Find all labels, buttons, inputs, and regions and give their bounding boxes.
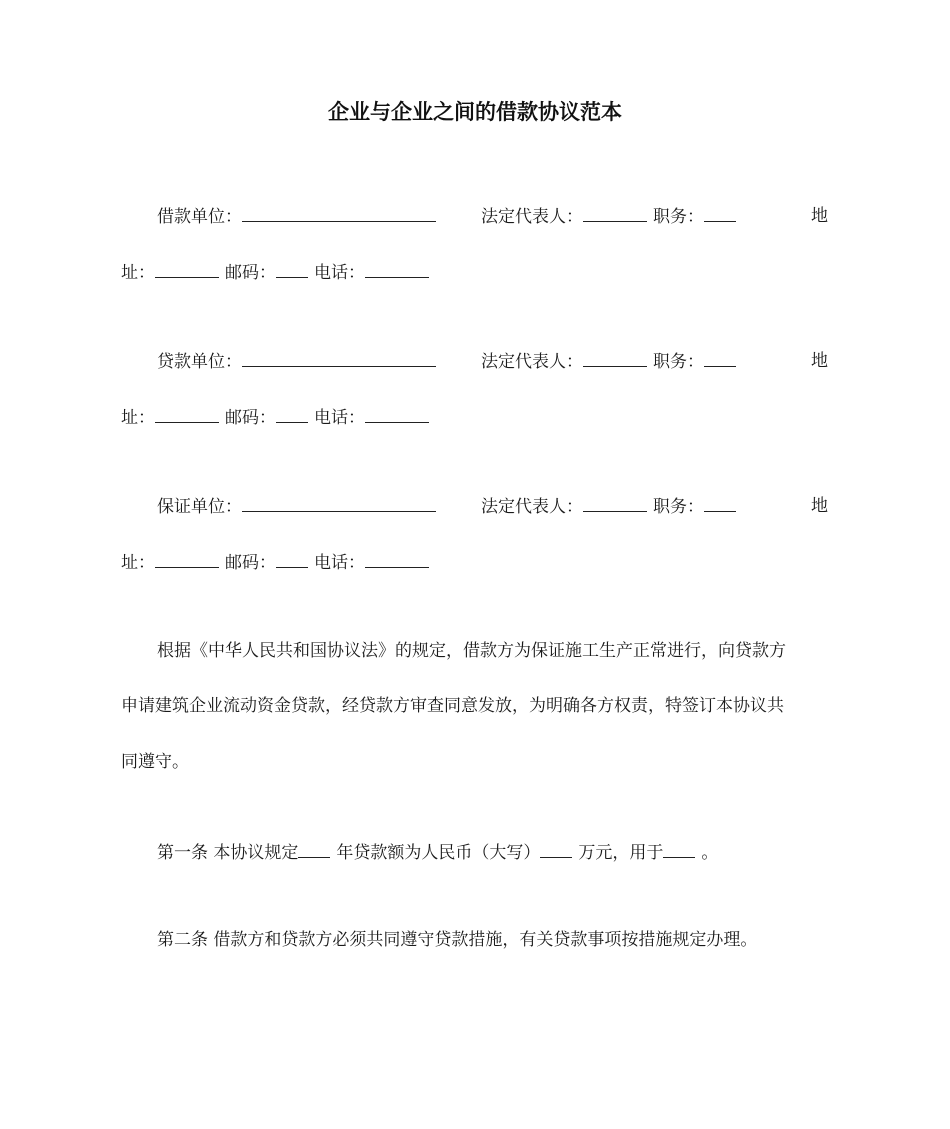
lender-title-label: 职务： (653, 352, 704, 372)
article-1-year-blank[interactable] (298, 840, 330, 858)
borrower-title-label: 职务： (653, 207, 704, 227)
borrower-addr-blank[interactable] (155, 260, 219, 278)
guarantor-unit-label: 保证单位： (157, 497, 242, 517)
lender-addr-label-1: 地 (811, 351, 828, 371)
preamble-line-3: 同遵守。 (121, 752, 189, 772)
article-1-part-2: 年贷款额为人民币（大写） (336, 843, 541, 863)
lender-line-1 (157, 349, 736, 374)
guarantor-zip-blank[interactable] (276, 550, 308, 568)
lender-zip-blank[interactable] (276, 405, 308, 423)
borrower-unit-label: 借款单位： (157, 207, 242, 227)
lender-addr-blank[interactable] (155, 405, 219, 423)
borrower-zip-blank[interactable] (276, 260, 308, 278)
guarantor-title-blank[interactable] (704, 494, 736, 512)
preamble-line-1: 根据《中华人民共和国协议法》的规定，借款方为保证施工生产正常进行，向贷款方 (157, 641, 786, 661)
borrower-phone-label: 电话： (314, 263, 365, 283)
borrower-line-1 (157, 204, 736, 229)
guarantor-unit-blank[interactable] (242, 494, 436, 512)
article-1-amount-blank[interactable] (540, 840, 572, 858)
article-2: 第二条 借款方和贷款方必须共同遵守贷款措施，有关贷款事项按措施规定办理。 (157, 930, 758, 950)
guarantor-rep-blank[interactable] (583, 494, 647, 512)
guarantor-phone-blank[interactable] (365, 550, 429, 568)
borrower-phone-blank[interactable] (365, 260, 429, 278)
lender-zip-label: 邮码： (225, 408, 276, 428)
lender-addr-label-2: 址： (121, 408, 155, 428)
borrower-line-2 (121, 260, 429, 285)
guarantor-addr-blank[interactable] (155, 550, 219, 568)
lender-unit-label: 贷款单位： (157, 352, 242, 372)
article-1-part-3: 万元，用于 (578, 843, 664, 863)
lender-title-blank[interactable] (704, 349, 736, 367)
guarantor-line-1 (157, 494, 736, 519)
document-title: 企业与企业之间的借款协议范本 (328, 100, 622, 124)
borrower-unit-blank[interactable] (242, 204, 436, 222)
borrower-addr-label-2: 址： (121, 263, 155, 283)
borrower-addr-label-1: 地 (811, 206, 828, 226)
lender-unit-blank[interactable] (242, 349, 436, 367)
guarantor-zip-label: 邮码： (225, 553, 276, 573)
preamble-line-2: 申请建筑企业流动资金贷款，经贷款方审查同意发放，为明确各方权责，特签订本协议共 (121, 696, 784, 716)
borrower-rep-label: 法定代表人： (481, 207, 583, 227)
lender-phone-blank[interactable] (365, 405, 429, 423)
borrower-zip-label: 邮码： (225, 263, 276, 283)
article-1 (157, 840, 718, 865)
guarantor-line-2 (121, 550, 429, 575)
guarantor-addr-label-2: 址： (121, 553, 155, 573)
guarantor-addr-label-1: 地 (811, 496, 828, 516)
lender-phone-label: 电话： (314, 408, 365, 428)
borrower-rep-blank[interactable] (583, 204, 647, 222)
article-1-purpose-blank[interactable] (663, 840, 695, 858)
lender-rep-blank[interactable] (583, 349, 647, 367)
article-1-part-1: 第一条 本协议规定 (157, 843, 299, 863)
article-1-part-4: 。 (701, 843, 719, 863)
lender-line-2 (121, 405, 429, 430)
guarantor-rep-label: 法定代表人： (481, 497, 583, 517)
borrower-title-blank[interactable] (704, 204, 736, 222)
guarantor-phone-label: 电话： (314, 553, 365, 573)
guarantor-title-label: 职务： (653, 497, 704, 517)
lender-rep-label: 法定代表人： (481, 352, 583, 372)
